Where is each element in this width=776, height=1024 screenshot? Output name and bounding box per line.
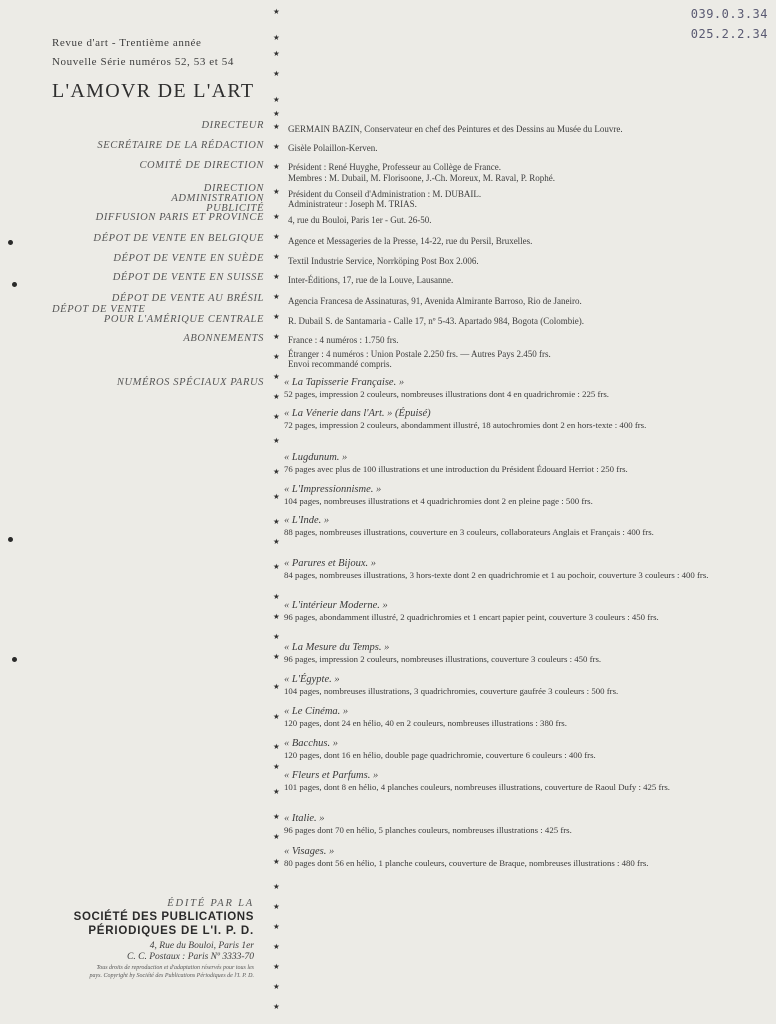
- star-ornament: ★: [273, 69, 280, 78]
- special-issue-description: 104 pages, nombreuses illustrations et 4 quadrichromies dont 2 en pleine page : 500 frs.: [284, 496, 593, 506]
- label-secretaire: SECRÉTAIRE DE LA RÉDACTION: [97, 140, 264, 151]
- star-ornament: ★: [273, 982, 280, 991]
- publisher-name-line2: PÉRIODIQUES DE L'I. P. D.: [88, 925, 254, 937]
- binder-hole: [12, 657, 17, 662]
- special-issue-title: « Parures et Bijoux. »: [284, 558, 377, 569]
- label-amerique-centrale: POUR L'AMÉRIQUE CENTRALE: [103, 314, 264, 325]
- label-directeur: DIRECTEUR: [201, 120, 264, 131]
- value-comite-membres: Membres : M. Dubail, M. Florisoone, J.-Ch. Moreux, M. Raval, P. Rophé.: [288, 173, 555, 183]
- special-issue-description: 120 pages, dont 24 en hélio, 40 en 2 couleurs, nombreuses illustrations : 380 frs.: [284, 718, 567, 728]
- label-diffusion: DIFFUSION PARIS ET PROVINCE: [95, 212, 264, 223]
- special-issue-title: « L'intérieur Moderne. »: [284, 600, 388, 611]
- value-abonnement-france: France : 4 numéros : 1.750 frs.: [288, 335, 399, 345]
- star-ornament: ★: [273, 562, 280, 571]
- label-numeros-speciaux: NUMÉROS SPÉCIAUX PARUS: [116, 377, 264, 388]
- label-publicite: PUBLICITÉ: [206, 203, 264, 214]
- star-ornament: ★: [273, 49, 280, 58]
- publisher-rights-line1: Tous droits de reproduction et d'adaptation réservés pour tous les: [96, 965, 254, 971]
- binder-hole: [12, 282, 17, 287]
- star-ornament: ★: [273, 922, 280, 931]
- star-ornament: ★: [273, 312, 280, 321]
- star-ornament: ★: [273, 632, 280, 641]
- star-ornament: ★: [273, 109, 280, 118]
- star-ornament: ★: [273, 162, 280, 171]
- archive-number-2: 025.2.2.34: [690, 27, 768, 41]
- special-issue-description: 96 pages dont 70 en hélio, 5 planches couleurs, nombreuses illustrations : 425 frs.: [284, 825, 572, 835]
- star-ornament: ★: [273, 212, 280, 221]
- value-directeur: GERMAIN BAZIN, Conservateur en chef des Peintures et des Dessins au Musée du Louvre.: [288, 124, 623, 134]
- star-ornament: ★: [273, 592, 280, 601]
- special-issue-description: 84 pages, nombreuses illustrations, 3 hors-texte dont 2 en quadrichromie et 1 au pochoir, couverture 3 couleurs : 400 frs.: [284, 570, 709, 580]
- special-issue: [284, 846, 714, 868]
- special-issue-title: « Visages. »: [284, 846, 335, 857]
- label-depot-vente: DÉPOT DE VENTE: [52, 304, 146, 315]
- special-issue-title: « La Mesure du Temps. »: [284, 642, 390, 653]
- star-ornament: ★: [273, 857, 280, 866]
- special-issue-title: « L'Égypte. »: [284, 674, 340, 685]
- special-issue: [284, 600, 714, 622]
- star-ornament: ★: [273, 95, 280, 104]
- publisher-edited-by: ÉDITÉ PAR LA: [167, 898, 254, 909]
- star-ornament: ★: [273, 812, 280, 821]
- value-administrateur: Administrateur : Joseph M. TRIAS.: [288, 199, 417, 209]
- star-ornament: ★: [273, 122, 280, 131]
- value-suisse: Inter-Éditions, 17, rue de la Louve, Lausanne.: [288, 275, 454, 285]
- value-bresil: Agencia Francesa de Assinaturas, 91, Avenida Almirante Barroso, Rio de Janeiro.: [288, 296, 582, 306]
- special-issue: [284, 770, 714, 792]
- publisher-rights-line2: pays. Copyright by Société des Publications Périodiques de l'I. P. D.: [89, 973, 254, 979]
- special-issue-description: 96 pages, impression 2 couleurs, nombreuses illustrations, couverture 3 couleurs : 450 frs.: [284, 654, 602, 664]
- special-issue-title: « Lugdunum. »: [284, 452, 348, 463]
- star-ornament: ★: [273, 492, 280, 501]
- star-ornament: ★: [273, 962, 280, 971]
- value-secretaire: Gisèle Polaillon-Kerven.: [288, 143, 378, 153]
- special-issue-description: 80 pages dont 56 en hélio, 1 planche couleurs, couverture de Braque, nombreuses illustrations : 480 frs.: [284, 858, 649, 868]
- special-issue-description: 96 pages, abondamment illustré, 2 quadrichromies et 1 encart papier peint, couverture 3 couleurs : 450 frs.: [284, 612, 659, 622]
- label-abonnements: ABONNEMENTS: [183, 333, 264, 344]
- star-ornament: ★: [273, 787, 280, 796]
- star-ornament: ★: [273, 762, 280, 771]
- star-ornament: ★: [273, 537, 280, 546]
- value-abonnement-etranger: Étranger : 4 numéros : Union Postale 2.250 frs. — Autres Pays 2.450 frs.: [288, 349, 551, 359]
- star-ornament: ★: [273, 412, 280, 421]
- value-diffusion: 4, rue du Bouloi, Paris 1er - Gut. 26-50.: [288, 215, 432, 225]
- special-issue: [284, 377, 714, 399]
- star-ornament: ★: [273, 292, 280, 301]
- value-amerique-centrale: R. Dubail S. de Santamaria - Calle 17, nº 5-43. Apartado 984, Bogota (Colombie).: [288, 316, 584, 326]
- star-ornament: ★: [273, 832, 280, 841]
- header-series: Nouvelle Série numéros 52, 53 et 54: [52, 56, 234, 68]
- special-issue: [284, 408, 714, 430]
- star-ornament: ★: [273, 652, 280, 661]
- special-issue-description: 120 pages, dont 16 en hélio, double page quadrichromie, couverture 6 couleurs : 400 frs.: [284, 750, 596, 760]
- special-issue-title: « L'Inde. »: [284, 515, 330, 526]
- star-ornament: ★: [273, 467, 280, 476]
- star-ornament: ★: [273, 612, 280, 621]
- star-ornament: ★: [273, 942, 280, 951]
- value-suede: Textil Industrie Service, Norrköping Post Box 2.006.: [288, 256, 479, 266]
- special-issue: [284, 515, 714, 537]
- star-ornament: ★: [273, 332, 280, 341]
- star-ornament: ★: [273, 712, 280, 721]
- special-issue-title: « Fleurs et Parfums. »: [284, 770, 379, 781]
- star-ornament: ★: [273, 232, 280, 241]
- special-issue-description: 72 pages, impression 2 couleurs, abondamment illustré, 18 autochromies dont 2 en hors-texte : 400 frs.: [284, 420, 647, 430]
- special-issue-description: 104 pages, nombreuses illustrations, 3 quadrichromies, couverture gaufrée 3 couleurs : 500 frs.: [284, 686, 619, 696]
- archive-number-1: 039.0.3.34: [690, 7, 768, 21]
- star-ornament: ★: [273, 882, 280, 891]
- star-ornament: ★: [273, 33, 280, 42]
- value-belgique: Agence et Messageries de la Presse, 14-22, rue du Persil, Bruxelles.: [288, 236, 533, 246]
- value-comite-president: Président : René Huyghe, Professeur au Collège de France.: [288, 162, 501, 172]
- star-ornament: ★: [273, 436, 280, 445]
- star-ornament: ★: [273, 742, 280, 751]
- special-issue-title: « La Tapisserie Française. »: [284, 377, 405, 388]
- special-issue-description: 88 pages, nombreuses illustrations, couverture en 3 couleurs, collaborateurs Anglais et Français : 400 frs.: [284, 527, 654, 537]
- star-ornament: ★: [273, 252, 280, 261]
- special-issue: [284, 452, 714, 474]
- special-issue-description: 52 pages, impression 2 couleurs, nombreuses illustrations dont 4 en quadrichromie : 225 frs.: [284, 389, 609, 399]
- special-issue: [284, 642, 714, 664]
- special-issue-title: « L'Impressionnisme. »: [284, 484, 382, 495]
- star-ornament: ★: [273, 1002, 280, 1011]
- label-belgique: DÉPOT DE VENTE EN BELGIQUE: [93, 233, 264, 244]
- star-ornament: ★: [273, 682, 280, 691]
- star-ornament: ★: [273, 142, 280, 151]
- label-direction: DIRECTION: [203, 183, 264, 194]
- special-issue-title: « Italie. »: [284, 813, 325, 824]
- magazine-title: L'AMOVR DE L'ART: [52, 80, 255, 102]
- star-ornament: ★: [273, 7, 280, 16]
- star-ornament: ★: [273, 902, 280, 911]
- special-issue: [284, 674, 714, 696]
- special-issue-description: 101 pages, dont 8 en hélio, 4 planches couleurs, nombreuses illustrations, couverture de Raoul Dufy : 425 frs.: [284, 782, 671, 792]
- special-issue-title: « Le Cinéma. »: [284, 706, 349, 717]
- star-ornament: ★: [273, 517, 280, 526]
- star-ornament: ★: [273, 272, 280, 281]
- special-issue: [284, 738, 714, 760]
- special-issue-title: « Bacchus. »: [284, 738, 338, 749]
- special-issue-title: « La Vénerie dans l'Art. » (Épuisé): [284, 408, 431, 419]
- special-issue-description: 76 pages avec plus de 100 illustrations et une introduction du Président Édouard Herriot : 250 frs.: [284, 464, 628, 474]
- header-subtitle: Revue d'art - Trentième année: [52, 37, 202, 49]
- special-issue: [284, 706, 714, 728]
- special-issue: [284, 813, 714, 835]
- label-administration: ADMINISTRATION: [171, 193, 264, 204]
- star-ornament: ★: [273, 352, 280, 361]
- label-suisse: DÉPOT DE VENTE EN SUISSE: [112, 272, 264, 283]
- binder-hole: [8, 537, 13, 542]
- star-ornament: ★: [273, 372, 280, 381]
- label-bresil: DÉPOT DE VENTE AU BRÉSIL: [111, 293, 264, 304]
- special-issue: [284, 484, 714, 506]
- publisher-name-line1: SOCIÉTÉ DES PUBLICATIONS: [73, 911, 254, 923]
- publisher-postal-account: C. C. Postaux : Paris Nº 3333-70: [127, 952, 254, 962]
- label-comite: COMITÉ DE DIRECTION: [139, 160, 264, 171]
- value-abonnement-envoi: Envoi recommandé compris.: [288, 359, 392, 369]
- publisher-address: 4, Rue du Bouloi, Paris 1er: [149, 941, 254, 951]
- special-issue: [284, 558, 714, 580]
- star-ornament: ★: [273, 392, 280, 401]
- value-president-conseil: Président du Conseil d'Administration : M. DUBAIL.: [288, 189, 482, 199]
- binder-hole: [8, 240, 13, 245]
- label-suede: DÉPOT DE VENTE EN SUÈDE: [113, 253, 264, 264]
- star-ornament: ★: [273, 187, 280, 196]
